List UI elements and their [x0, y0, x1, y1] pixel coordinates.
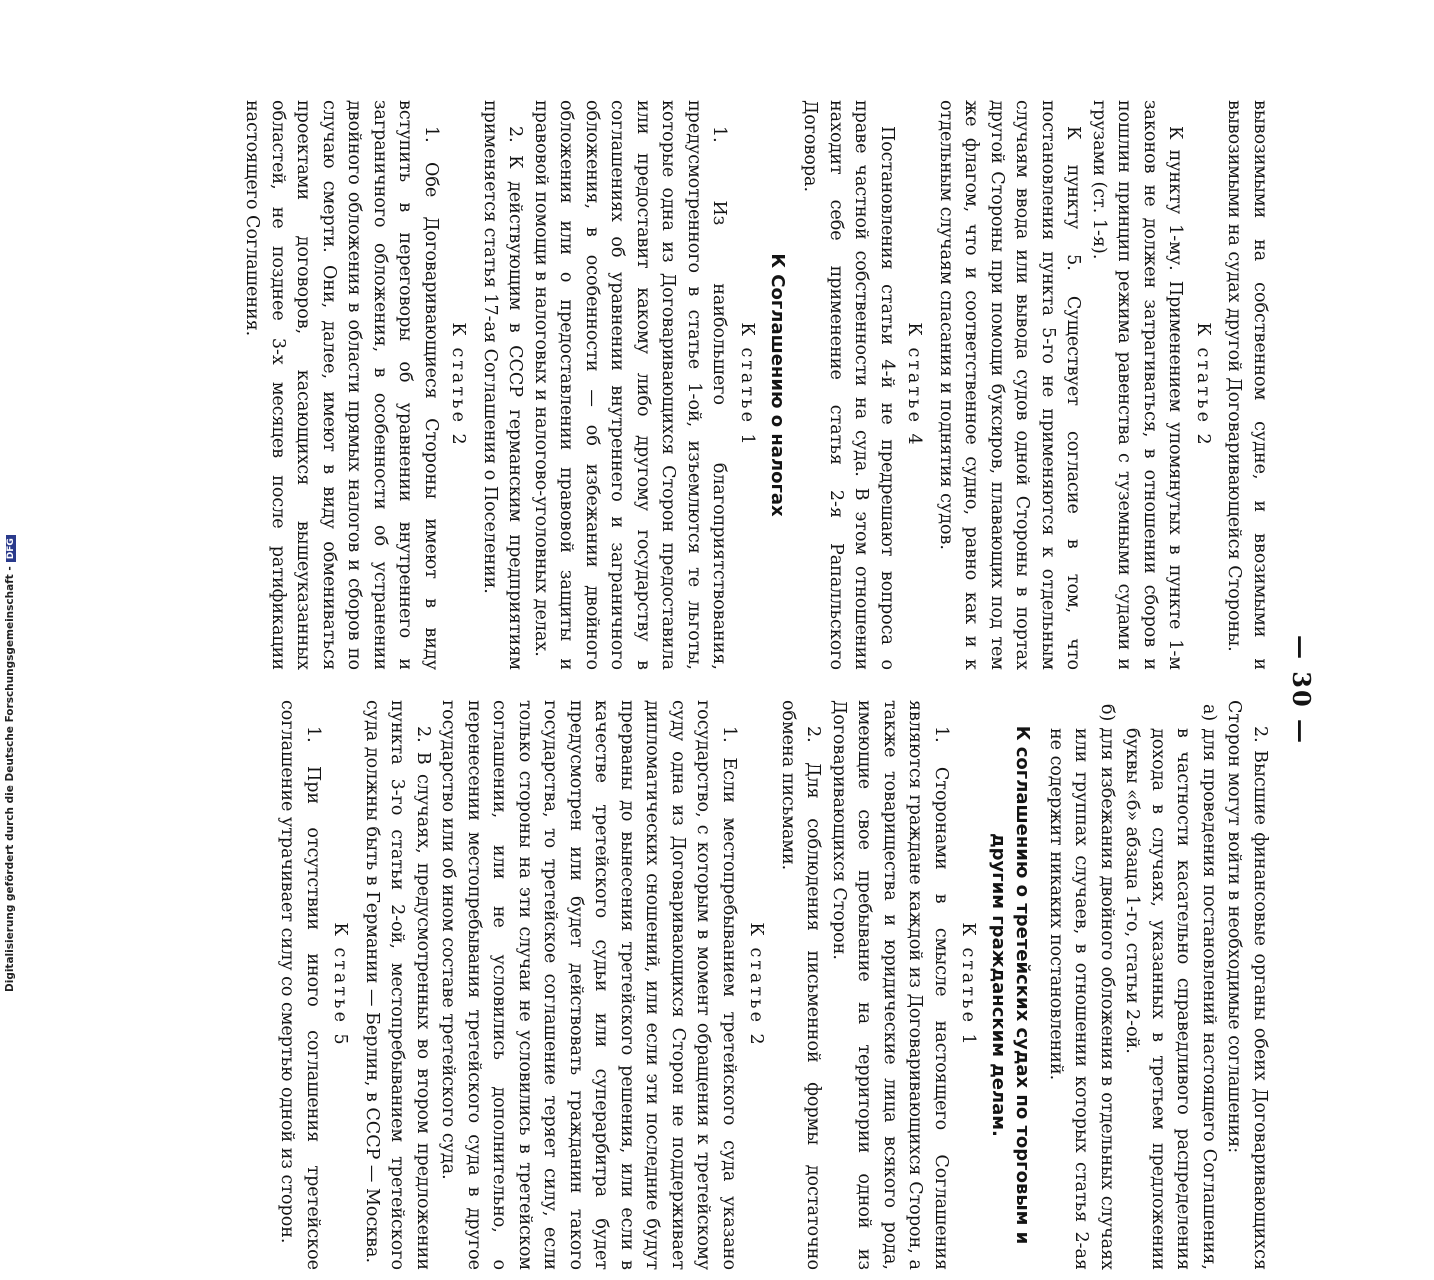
paragraph: К пункту 5. Существует согласие в том, что постановления пункта 5-го не применяются к отдельным случаям ввода или вывода судов одной Стороны в портах другой Стороны при помощи буксиров, плавающих под тем же флагом, что и соответственное судно, равно как и к отдельным случаям спасания и поднятия судов. [936, 100, 1084, 670]
page-number: — 30 — [1287, 634, 1316, 746]
article-heading: К статье 4 [904, 322, 925, 448]
paragraph: Постановления статьи 4-й не предрешают вопроса о праве частной собственности на суда. В этом отношении находит себе применение статья 2-я Рапалльского Договора. [800, 100, 897, 670]
section-heading: К Соглашению о налогах [767, 253, 788, 517]
paragraph: 1. При отсутствии иного соглашения третейское соглашение утрачивает силу со смертью одной из сторон. [277, 700, 323, 1270]
article-heading: К статье 1 [958, 922, 979, 1048]
list-item: б) для избежания двойного обложения в отдельных случаях или группах случаев, в отношении которых статья 2-ая не содержит никаких постановлений. [1046, 704, 1117, 1270]
paragraph: 2. Для соблюдения письменной формы достаточно обмена письмами. [778, 700, 824, 1270]
digitization-credit [0, 432, 16, 992]
paragraph: 1. Обе Договаривающиеся Стороны имеют в виду вступить в переговоры об уравнении внутреннего и заграничного обложения, в особенности об устранении двойного обложения в области прямых налогов и сборов по случаю смерти. Они, далее, имеют в виду обмениваться проектами договоров, касающихся вышеуказанных областей, не позднее 3-х месяцев после ратификации настоящего Соглашения. [242, 100, 441, 670]
article-heading: К статье 5 [330, 922, 351, 1048]
right-column [277, 700, 1272, 1270]
paragraph: 1. Сторонами в смысле настоящего Соглашения являются граждане каждой из Договаривающихся Сторон, а также товарищества и юридические лица всякого рода, имеющие свое пребывание на территории одной из Договаривающихся Сторон. [829, 700, 951, 1270]
paragraph: 2. К действующим в СССР германским предприятиям применяется статья 17-ая Соглашения о Поселении. [480, 100, 526, 670]
section-heading: К соглашению о третейских судах по торговым и другим гражданским делам. [988, 725, 1034, 1245]
dfg-logo: DFG [6, 535, 16, 562]
paragraph: К пункту 1-му. Применением упомянутых в пункте 1-м законов не должен затрагиваться, в отношении сборов и пошлин принцип режима равенства с туземными судами и грузами (ст. 1-я). [1089, 100, 1186, 670]
paragraph: вывозимыми на собственном судне, и ввозимыми и вывозимыми на судах другой Договаривающейся Стороны. [1224, 100, 1270, 670]
article-heading: К статье 2 [448, 322, 469, 448]
article-heading: К статье 2 [1193, 322, 1213, 448]
left-column [242, 100, 1272, 670]
paragraph: 2. В случаях, предусмотренных во втором предложении пункта 3-го статьи 2-ой, местопребыванием третейского суда должны быть в Германии — Берлин, в СССР — Москва. [362, 700, 433, 1270]
article-heading: К статье 2 [746, 922, 767, 1048]
credit-text: Digitalisierung gefördert durch die Deutsche Forschungsgemeinschaft - [4, 566, 16, 992]
paragraph: 1. Если местопребыванием третейского суда указано государство, с которым в момент обращения к третейскому суду одна из Договаривающихся Сторон не поддерживает дипломатических сношений, или если эти последние будут прерваны до вынесения третейского решения, или если в качестве третейского судьи или суперарбитра будет предусмотрен или будет действовать гражданин такого государства, то третейское соглашение теряет силу, если только стороны на эти случаи не условились в третейском соглашении, или не условились дополнительно, о перенесении местопребывания третейского суда в другое государство или об ином составе третейского суда. [438, 700, 739, 1270]
article-heading: К статье 1 [737, 322, 757, 448]
paragraph: 1. Из наибольшего благоприятствования, предусмотренного в статье 1-ой, изъемлются те льготы, которые одна из Договаривающихся Сторон предоставила или предоставит какому либо другому государству в соглашениях об уравнении внутреннего и заграничного обложения, в особенности — об избежании двойного обложения или о предоставлении правовой защиты и правовой помощи в налоговых и налогово-уголовных делах. [531, 100, 730, 670]
list-item: а) для проведения постановлений настоящего Соглашения, в частности касательно справедливого распределения дохода в случаях, указанных в третьем предложении буквы «б» абзаца 1-го, статьи 2-ой. [1122, 704, 1219, 1270]
paragraph: 2. Высшие финансовые органы обеих Договаривающихся Сторон могут войти в необходимые соглашения: [1224, 700, 1270, 1270]
rotated-page-content [140, 100, 1320, 1270]
